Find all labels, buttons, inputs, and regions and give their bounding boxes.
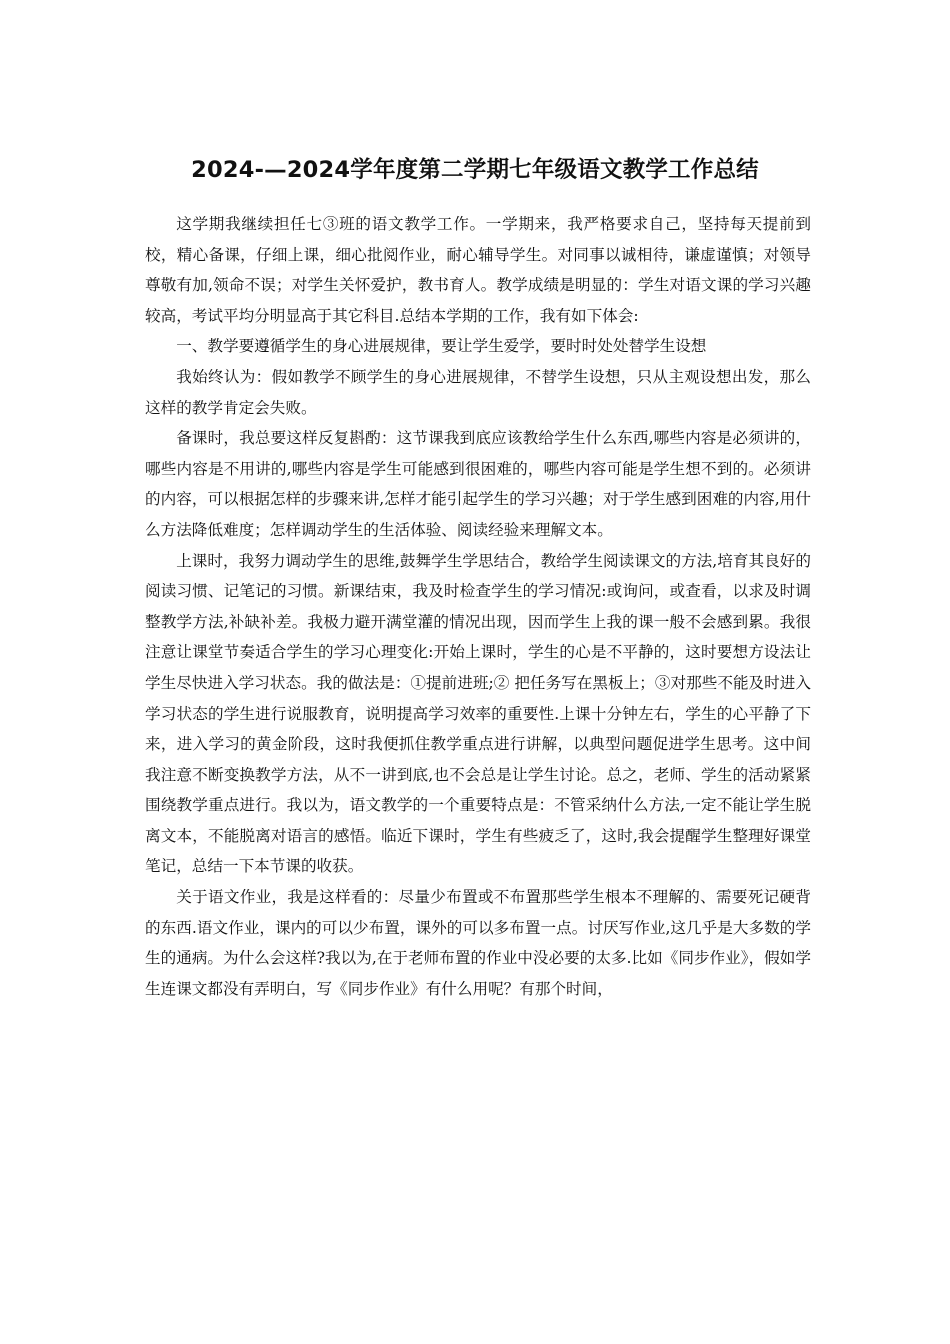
paragraph-belief: 我始终认为：假如教学不顾学生的身心进展规律，不替学生设想，只从主观设想出发，那么这样的教学肯定会失败。: [145, 367, 811, 417]
document-title: 2024-—2024学年度第二学期七年级语文教学工作总结: [191, 157, 759, 183]
paragraph-homework: 关于语文作业，我是这样看的：尽量少布置或不布置那些学生根本不理解的、需要死记硬背的东西.语文作业，课内的可以少布置，课外的可以多布置一点。讨厌写作业,这几乎是大多数的学生的通病。为什么会这样?我以为,在于老师布置的作业中没必要的太多.比如《同步作业》，假如学生连课文都没有弄明白，写《同步作业》有什么用呢？有那个时间，: [145, 888, 811, 998]
paragraph-intro: 这学期我继续担任七③班的语文教学工作。一学期来，我严格要求自己，坚持每天提前到校，精心备课，仔细上课，细心批阅作业，耐心辅导学生。对同事以诚相待，谦虚谨慎；对领导尊敬有加,领命不误；对学生关怀爱护，教书育人。教学成绩是明显的：学生对语文课的学习兴趣较高，考试平均分明显高于其它科目.总结本学期的工作，我有如下体会:: [145, 215, 811, 325]
paragraph-lesson-prep: 备课时，我总要这样反复斟酌：这节课我到底应该教给学生什么东西,哪些内容是必须讲的，哪些内容是不用讲的,哪些内容是学生可能感到很困难的，哪些内容可能是学生想不到的。必须讲的内容，可以根据怎样的步骤来讲,怎样才能引起学生的学习兴趣；对于学生感到困难的内容,用什么方法降低难度；怎样调动学生的生活体验、阅读经验来理解文本。: [145, 429, 811, 539]
section-heading-1: 一、教学要遵循学生的身心进展规律，要让学生爱学，要时时处处替学生设想: [176, 337, 707, 356]
paragraph-in-class: 上课时，我努力调动学生的思维,鼓舞学生学思结合，教给学生阅读课文的方法,培育其良好的阅读习惯、记笔记的习惯。新课结束，我及时检查学生的学习情况:或询问，或查看，以求及时调整教学方法,补缺补差。我极力避开满堂灌的情况出现，因而学生上我的课一般不会感到累。我很注意让课堂节奏适合学生的学习心理变化:开始上课时，学生的心是不平静的，这时要想方设法让学生尽快进入学习状态。我的做法是：①提前进班;② 把任务写在黑板上；③对那些不能及时进入学习状态的学生进行说服教育，说明提高学习效率的重要性.上课十分钟左右，学生的心平静了下来，进入学习的黄金阶段，这时我便抓住教学重点进行讲解，以典型问题促进学生思考。这中间我注意不断变换教学方法，从不一讲到底,也不会总是让学生讨论。总之，老师、学生的活动紧紧围绕教学重点进行。我以为，语文教学的一个重要特点是：不管采纳什么方法,一定不能让学生脱离文本，不能脱离对语言的感悟。临近下课时，学生有些疲乏了，这时,我会提醒学生整理好课堂笔记，总结一下本节课的收获。: [145, 551, 811, 876]
document-body: [145, 209, 811, 1004]
